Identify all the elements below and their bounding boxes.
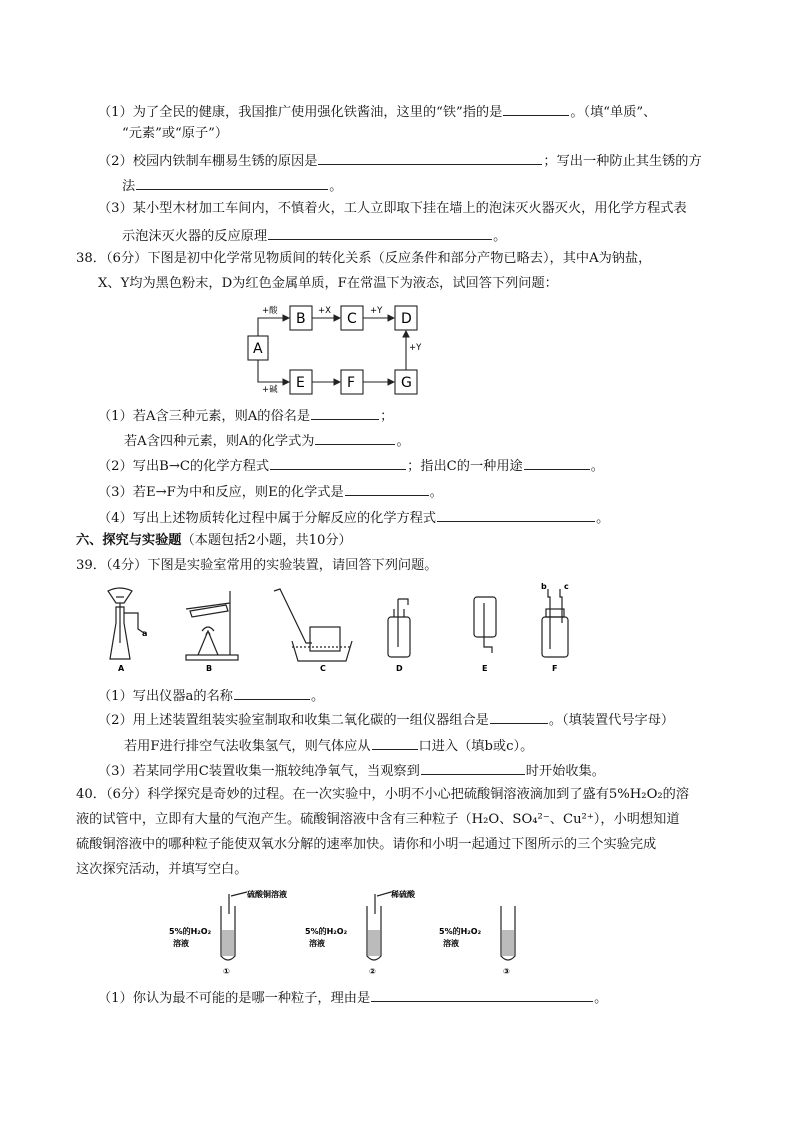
q38-p3a: （3）若E→F为中和反应，则E的化学式是	[98, 485, 344, 500]
label-D: D	[396, 664, 403, 673]
tube2-solution-label: 溶液	[309, 939, 325, 948]
tube3-h2o2-label: 5%的H₂O₂	[439, 927, 482, 936]
q37-p2b: ；写出一种防止其生锈的方	[543, 154, 702, 169]
q40-blank1[interactable]	[371, 987, 593, 1002]
q40-stem3	[76, 836, 656, 854]
label-A: A	[118, 664, 125, 673]
q40-stem4-text: 这次探究活动，并填写空白。	[76, 862, 248, 877]
tube1-h2o2-label: 5%的H₂O₂	[169, 927, 212, 936]
q38-blank4[interactable]	[524, 455, 590, 470]
arrow-A-B	[258, 318, 289, 336]
q39-p2d: 口进入（填b或c）。	[418, 739, 534, 754]
q37-p2d: 。	[329, 179, 343, 194]
q37-line4	[122, 175, 342, 196]
q38-p2b: ；指出C的一种用途	[407, 459, 523, 474]
q39-line-p2c	[124, 735, 533, 756]
apparatus-A	[108, 588, 147, 673]
q39-p2a: （2）用上述装置组装实验室制取和收集二氧化碳的一组仪器组合是	[98, 713, 489, 728]
q39-stem	[76, 557, 437, 575]
q37-p3c: 。	[493, 229, 507, 244]
q39-line-p1	[98, 685, 324, 706]
q38-stem2-text: X、Y均为黑色粉末，D为红色金属单质，F在常温下为液态，试回答下列问题：	[98, 276, 558, 291]
q40-stem4	[76, 861, 247, 879]
section6-heading	[76, 532, 352, 550]
q37-blank1[interactable]	[503, 101, 569, 116]
arrow-A-E	[258, 360, 289, 382]
label-base: +碱	[262, 385, 278, 395]
label-a: a	[142, 629, 148, 638]
q38-p4b: 。	[596, 511, 610, 526]
q40-stem2-text: 液的试管中，立即有大量的气泡产生。硫酸铜溶液中含有三种粒子（H₂O、SO₄²⁻、Cu²⁺），小明想知道	[76, 812, 680, 827]
q38-line-p1a	[98, 405, 393, 426]
q38-p4a: （4）写出上述物质转化过程中属于分解反应的化学方程式	[98, 511, 437, 526]
tube2-number: ②	[369, 967, 376, 976]
apparatus-E	[474, 597, 496, 673]
node-C-label: C	[347, 311, 357, 327]
node-B-label: B	[296, 311, 306, 327]
q38-line-p1c	[124, 430, 410, 451]
q39-blank2[interactable]	[490, 709, 548, 724]
q37-p3a: （3）某小型木材加工车间内，不慎着火，工人立即取下挂在墙上的泡沫灭火器灭火，用化学方程式表	[98, 201, 687, 216]
apparatus-figure	[98, 583, 588, 673]
tube2-h2o2-label: 5%的H₂O₂	[305, 927, 348, 936]
conversion-diagram	[240, 298, 430, 396]
q38-blank5[interactable]	[345, 481, 429, 496]
q39-p1a: （1）写出仪器a的名称	[98, 689, 233, 704]
q38-line-p2	[98, 455, 604, 476]
q37-blank2[interactable]	[318, 150, 542, 165]
section6-title: 六、探究与实验题	[76, 533, 182, 548]
tube2-top-label: 稀硫酸	[391, 890, 415, 899]
q38-line-p4	[98, 507, 609, 528]
tube3-solution-label: 溶液	[443, 939, 459, 948]
label-C: C	[320, 664, 326, 673]
tube3-number: ③	[503, 967, 510, 976]
q38-p1b: ；	[380, 409, 394, 424]
node-D-label: D	[401, 311, 412, 327]
q38-blank3[interactable]	[270, 455, 406, 470]
test-tube-1	[169, 889, 287, 976]
section6-note: （本题包括2小题，共10分）	[181, 533, 352, 548]
q38-blank2[interactable]	[315, 430, 395, 445]
q37-p2c: 法	[122, 179, 136, 194]
apparatus-D	[388, 599, 410, 673]
label-acid: +酸	[262, 306, 278, 316]
q38-line-p3	[98, 481, 443, 502]
test-tube-3	[439, 906, 515, 976]
q39-p1b: 。	[310, 689, 325, 704]
q38-p1c: 若A含四种元素，则A的化学式为	[124, 434, 315, 449]
q37-line2	[122, 125, 228, 143]
q39-line-p2	[98, 709, 674, 730]
tube1-number: ①	[223, 967, 230, 976]
node-G-label: G	[401, 375, 412, 391]
node-E-label: E	[296, 375, 305, 391]
q39-p3a: （3）若某同学用C装置收集一瓶较纯净氧气，当观察到	[98, 764, 420, 779]
q40-line-p1	[98, 987, 607, 1008]
q39-blank3[interactable]	[372, 735, 418, 750]
q38-p2c: 。	[590, 459, 604, 474]
q37-p1b: 。（填“单质”、	[570, 105, 657, 120]
q38-blank1[interactable]	[311, 405, 379, 420]
q38-p1d: 。	[396, 434, 410, 449]
q40-stem3-text: 硫酸铜溶液中的哪种粒子能使双氧水分解的速率加快。请你和小明一起通过下图所示的三个实验完成	[76, 837, 657, 852]
tube1-solution-label: 溶液	[173, 939, 189, 948]
label-y1: +Y	[370, 306, 383, 316]
q37-blank4[interactable]	[268, 225, 492, 240]
q40-p1a: （1）你认为最不可能的是哪一种粒子，理由是	[98, 991, 371, 1006]
test-tube-2	[305, 889, 416, 976]
q37-p1c: “元素”或“原子”）	[122, 126, 229, 141]
label-x: +X	[318, 306, 331, 316]
q38-stem1	[76, 250, 651, 268]
label-B: B	[206, 664, 213, 673]
q37-blank3[interactable]	[136, 175, 328, 190]
q38-p1a: （1）若A含三种元素，则A的俗名是	[98, 409, 311, 424]
q37-line3	[98, 150, 702, 171]
q40-stem1	[76, 786, 689, 804]
q38-p3b: 。	[429, 485, 443, 500]
q37-p2a: （2）校园内铁制车棚易生锈的原因是	[98, 154, 318, 169]
test-tubes-figure	[155, 890, 535, 978]
label-E: E	[482, 664, 488, 673]
apparatus-F	[541, 582, 569, 673]
q39-p2c: 若用F进行排空气法收集氢气，则气体应从	[124, 739, 371, 754]
q38-stem2	[98, 275, 558, 293]
q40-stem2	[76, 811, 680, 829]
node-F-label: F	[347, 375, 356, 391]
q39-blank4[interactable]	[421, 760, 525, 775]
q39-p3b: 时开始收集。	[525, 764, 605, 779]
q39-line-p3	[98, 760, 605, 781]
q37-p3b: 示泡沫灭火器的反应原理	[122, 229, 268, 244]
q37-line6	[122, 225, 506, 246]
tube1-top-label: 硫酸铜溶液	[247, 890, 287, 899]
q39-p2b: 。（填装置代号字母）	[548, 713, 675, 728]
apparatus-C	[274, 589, 352, 673]
label-F: F	[552, 664, 558, 673]
apparatus-B	[186, 591, 238, 673]
node-A-label: A	[253, 341, 263, 357]
q38-stem1-text: 38．（6分）下图是初中化学常见物质间的转化关系（反应条件和部分产物已略去），其中A为钠盐，	[76, 251, 652, 266]
q37-p1a: （1）为了全民的健康，我国推广使用强化铁酱油，这里的“铁”指的是	[98, 105, 503, 120]
label-c: c	[564, 582, 569, 591]
label-b: b	[541, 582, 547, 591]
q37-line5	[98, 200, 687, 218]
q38-blank6[interactable]	[437, 507, 595, 522]
q38-p2a: （2）写出B→C的化学方程式	[98, 459, 270, 474]
label-y2: +Y	[409, 343, 422, 353]
q40-stem1-text: 40．（6分）科学探究是奇妙的过程。在一次实验中，小明不小心把硫酸铜溶液滴加到了盛有5%H₂O₂的溶	[76, 787, 690, 802]
q39-blank1[interactable]	[234, 685, 310, 700]
q39-stem-text: 39．（4分）下图是实验室常用的实验装置，请回答下列问题。	[76, 558, 438, 573]
q37-line1	[98, 101, 656, 122]
q40-p1b: 。	[594, 991, 608, 1006]
